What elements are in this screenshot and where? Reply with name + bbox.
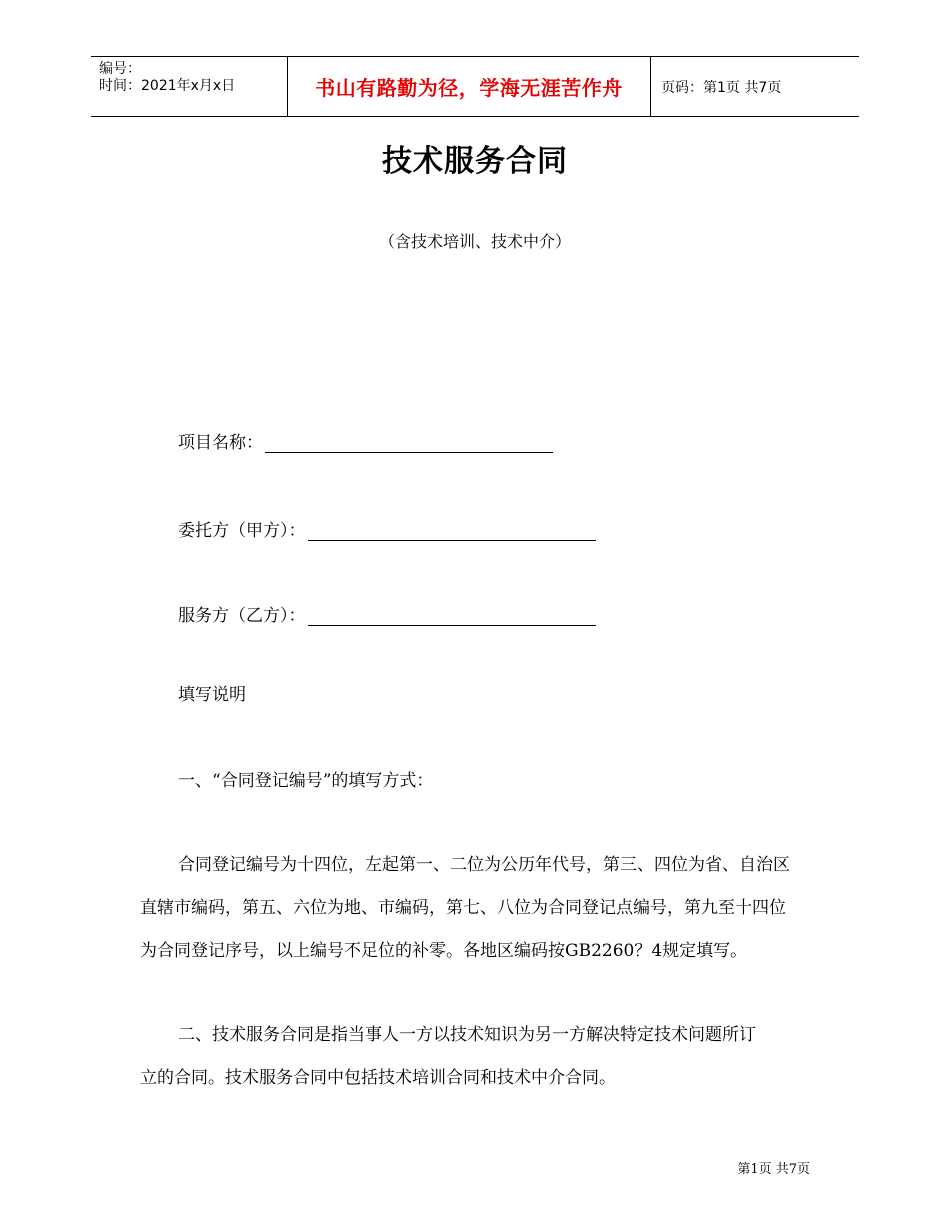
section1-line-1: 合同登记编号为十四位，左起第一、二位为公历年代号，第三、四位为省、自治区: [178, 855, 790, 875]
footer-page-number: 第1页 共7页: [737, 1162, 810, 1177]
client-label: 委托方（甲方）：: [178, 521, 306, 541]
section2-line-2: 立的合同。技术服务合同中包括技术培训合同和技术中介合同。: [140, 1068, 616, 1088]
document-date: 时间：2021年x月x日: [99, 78, 236, 94]
provider-blank[interactable]: [308, 605, 596, 626]
project-name-field: [178, 428, 553, 453]
header-motto: 书山有路勤为径，学海无涯苦作舟: [287, 57, 651, 116]
project-name-label: 项目名称：: [178, 433, 263, 453]
document-subtitle: （含技术培训、技术中介）: [378, 232, 571, 251]
project-name-blank[interactable]: [265, 432, 553, 453]
header-meta: [91, 57, 287, 116]
section1-heading: 一、“合同登记编号”的填写方式：: [178, 771, 434, 791]
provider-label: 服务方（乙方）：: [178, 606, 306, 626]
client-field: [178, 516, 596, 541]
section1-line-3: 为合同登记序号，以上编号不足位的补零。各地区编码按GB2260？4规定填写。: [140, 941, 748, 961]
document-number-label: 编号：: [99, 61, 141, 77]
section2-line-1: 二、技术服务合同是指当事人一方以技术知识为另一方解决特定技术问题所订: [178, 1025, 756, 1045]
document-title: 技术服务合同: [382, 144, 568, 179]
client-blank[interactable]: [308, 520, 596, 541]
instructions-heading: 填写说明: [178, 685, 246, 705]
header-page-number: 页码：第1页 共7页: [661, 79, 782, 96]
section1-line-2: 直辖市编码，第五、六位为地、市编码，第七、八位为合同登记点编号，第九至十四位: [140, 898, 786, 918]
provider-field: [178, 601, 596, 626]
page-header: [91, 56, 859, 117]
